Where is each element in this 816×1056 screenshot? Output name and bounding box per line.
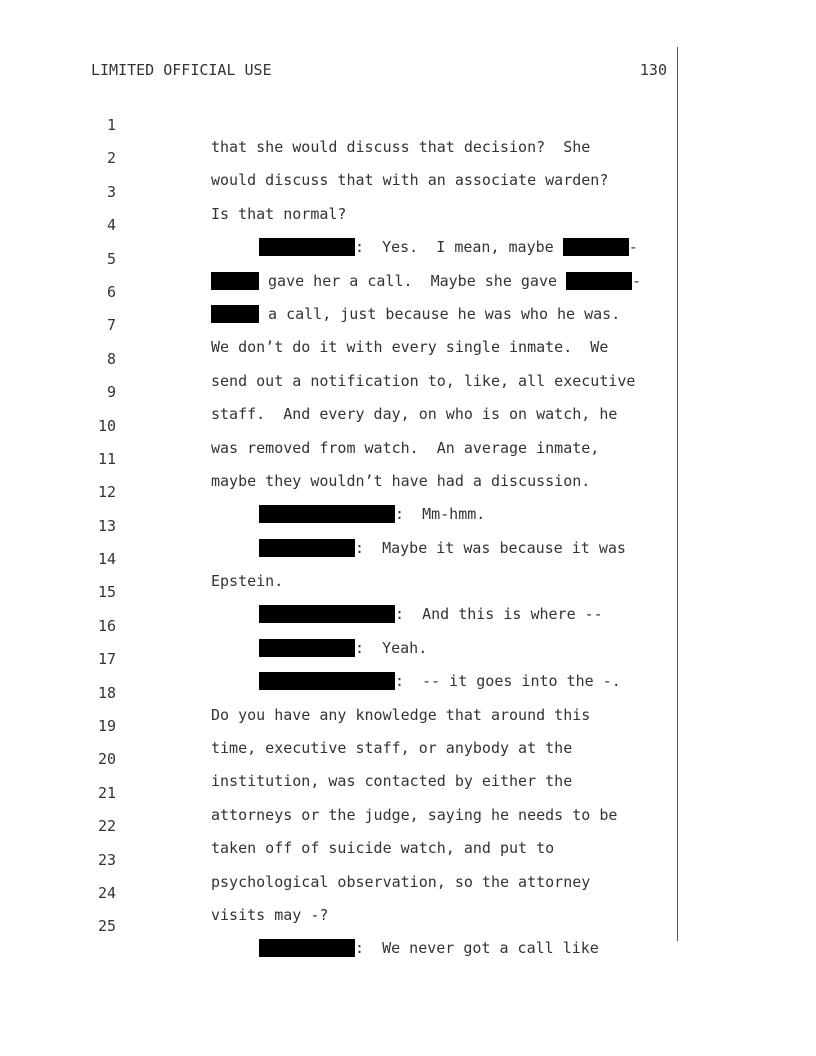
line-text-a: : Yeah. — [355, 638, 428, 657]
line-number: 6 — [106, 282, 116, 301]
line-number: 18 — [97, 683, 116, 702]
transcript-line — [0, 493, 680, 557]
transcript-body — [0, 92, 680, 958]
line-text-a: time, executive staff, or anybody at the — [211, 739, 573, 758]
line-text-a: Do you have any knowledge that around this — [211, 705, 591, 724]
transcript-line — [0, 192, 680, 257]
line-text-a: : We never got a call like — [355, 939, 599, 958]
transcript-line — [0, 793, 680, 858]
transcript-line — [0, 626, 680, 691]
transcript-line — [0, 326, 680, 390]
line-text-a: would discuss that with an associate warden? — [211, 171, 609, 190]
transcript-line — [0, 526, 680, 591]
classification-header: LIMITED OFFICIAL USE — [91, 61, 272, 79]
line-number: 17 — [97, 650, 116, 669]
transcript-line — [0, 660, 680, 724]
transcript-line — [0, 393, 680, 457]
line-text-a: : Maybe it was because it was — [355, 538, 626, 557]
line-text-a: : Mm-hmm. — [395, 505, 486, 524]
line-number: 12 — [97, 483, 116, 502]
line-text-a: gave her a call. Maybe she gave — [259, 271, 567, 290]
line-number: 9 — [106, 383, 116, 402]
line-text-a: staff. And every day, on who is on watch, he — [211, 405, 618, 424]
line-number: 11 — [97, 449, 116, 468]
line-text-a: maybe they wouldn’t have had a discussion. — [211, 471, 591, 490]
line-text-a: institution, was contacted by either the — [211, 772, 573, 791]
transcript-line — [0, 292, 680, 357]
line-text-a: : -- it goes into the -. — [395, 672, 621, 691]
line-text-a: Is that normal? — [211, 204, 347, 223]
transcript-line — [0, 827, 680, 891]
line-number: 14 — [97, 550, 116, 569]
line-number: 7 — [106, 316, 116, 335]
line-number: 5 — [106, 249, 116, 268]
line-text-a: : And this is where -- — [395, 605, 603, 624]
line-number: 15 — [97, 583, 116, 602]
line-number: 8 — [106, 349, 116, 368]
line-number: 19 — [97, 717, 116, 736]
transcript-line — [0, 226, 680, 290]
transcript-line — [0, 760, 680, 824]
transcript-line — [0, 92, 680, 156]
line-number: 1 — [106, 116, 116, 134]
line-number: 2 — [106, 149, 116, 168]
line-text-a: was removed from watch. An average inmate, — [211, 438, 600, 457]
line-text-a: a call, just because he was who he was. — [259, 304, 621, 323]
line-number: 4 — [106, 216, 116, 235]
speaker-redaction — [259, 939, 355, 957]
page-number: 130 — [639, 61, 667, 79]
transcript-line — [0, 693, 680, 758]
line-text-a: Epstein. — [211, 572, 284, 591]
line-number: 3 — [106, 182, 116, 201]
line-number: 21 — [97, 783, 116, 802]
line-text-a: that she would discuss that decision? She — [211, 138, 591, 156]
line-number: 24 — [97, 883, 116, 902]
transcript-line — [0, 893, 680, 958]
transcript-line — [0, 426, 680, 490]
line-text-a: visits may -? — [211, 905, 329, 924]
line-number: 10 — [97, 416, 116, 435]
line-text-a: We don’t do it with every single inmate. We — [211, 338, 609, 357]
line-number: 16 — [97, 616, 116, 635]
line-text-a: taken off of suicide watch, and put to — [211, 839, 555, 858]
line-text-a: send out a notification to, like, all executive — [211, 371, 636, 390]
transcript-line — [0, 726, 680, 791]
line-text-b: - — [632, 271, 642, 290]
line-number: 23 — [97, 850, 116, 869]
line-number: 13 — [97, 516, 116, 535]
transcript-line — [0, 860, 680, 924]
line-text — [211, 937, 599, 959]
transcript-line — [0, 159, 680, 223]
transcript-line — [0, 593, 680, 657]
line-text-b: - — [628, 238, 638, 257]
transcript-line — [0, 359, 680, 424]
line-number: 25 — [97, 917, 116, 936]
line-text-a: : Yes. I mean, maybe — [355, 238, 563, 257]
line-text-a: psychological observation, so the attorney — [211, 872, 591, 891]
line-text-a: attorneys or the judge, saying he needs to be — [211, 805, 618, 824]
line-number: 22 — [97, 817, 116, 836]
transcript-line — [0, 125, 680, 190]
transcript-line — [0, 259, 680, 323]
transcript-line — [0, 459, 680, 524]
transcript-line — [0, 559, 680, 624]
line-number: 20 — [97, 750, 116, 769]
